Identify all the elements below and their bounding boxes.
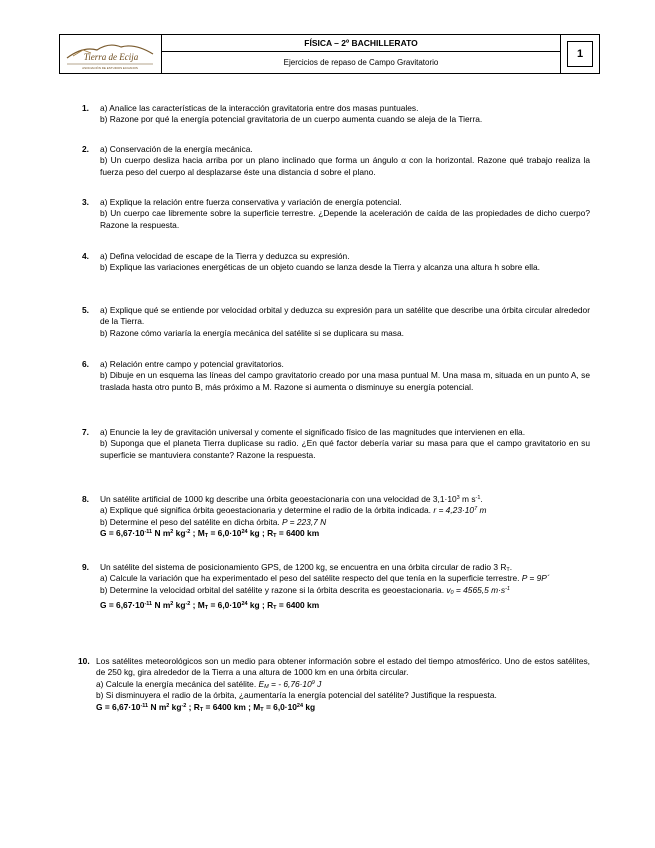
question-part-a: a) Defina velocidad de escape de la Tierra y deduzca su expresión. <box>100 251 350 261</box>
header-title-block <box>162 35 561 73</box>
logo <box>60 35 162 73</box>
question-4 <box>82 251 590 274</box>
question-part-a: a) Relación entre campo y potencial gravitatorios. <box>100 359 284 369</box>
page-header <box>59 34 600 74</box>
question-part-b: b) Explique las variaciones energéticas de un objeto cuando se lanza desde la Tierra y alcanza una altura h sobre ella. <box>100 262 540 273</box>
answer: P = 9P´ <box>521 573 550 584</box>
question-number: 8. <box>82 494 89 504</box>
answer: $v_0 = 4565,5$ $m\cdot s^{-1}$ <box>446 584 510 596</box>
question-5 <box>82 305 590 339</box>
question-part-a: a) Explique la relación entre fuerza conservativa y variación de energía potencial. <box>100 197 402 207</box>
question-number: 9. <box>82 562 89 572</box>
logo-text: Tierra de Ecija <box>83 52 139 62</box>
question-number: 7. <box>82 427 89 437</box>
constants-data: $G = 6,67\cdot 10^{-11}$ N $m^2$ $kg^{-2}$ ; $M_T = 6,0\cdot 10^{24}$ kg ; $R_T = 6400$ km <box>100 600 320 612</box>
answer: $E_M$ = - $6,76\cdot 10^9$ J <box>258 678 322 690</box>
question-number: 1. <box>82 103 89 113</box>
question-number: 4. <box>82 251 89 261</box>
question-9 <box>82 562 590 612</box>
question-part-b: b) Dibuje en un esquema las líneas del campo gravitatorio creado por una masa puntual M. Una masa m, situada en un punto A, se traslada hasta otro punto B, más próximo a M. Razone si aumenta o disminuye su energía potencial. <box>100 370 590 392</box>
question-part-b: b) Suponga que el planeta Tierra duplicase su radio. ¿En qué factor debería variar su masa para que el campo gravitatorio en su superficie se mantuviera constante? Razone la respuesta. <box>100 438 590 460</box>
question-intro: Un satélite del sistema de posicionamiento GPS, de 1200 kg, se encuentra en una órbita circular de radio 3 $R_T$. <box>100 562 513 573</box>
page-number-cell <box>561 35 599 73</box>
question-number: 10. <box>78 656 90 666</box>
question-number: 2. <box>82 144 89 154</box>
question-part-b: b) Si disminuyera el radio de la órbita, ¿aumentaría la energía potencial del satélite? Justifique la respuesta. <box>96 690 497 701</box>
question-part-a: a) Conservación de la energía mecánica. <box>100 144 253 154</box>
question-2 <box>82 144 590 178</box>
question-6 <box>82 359 590 393</box>
logo-mountain-icon <box>63 38 157 72</box>
question-part-b: b) Razone cómo variaría la energía mecánica del satélite si se duplicara su masa. <box>100 327 404 338</box>
question-10 <box>78 656 590 713</box>
question-part-a: a) Calcule la energía mecánica del satélite. $E_M$ = - $6,76\cdot 10^9$ J <box>96 678 322 690</box>
answer: P = 223,7 N <box>282 516 327 527</box>
question-intro: Los satélites meteorológicos son un medio para obtener información sobre el estado del tiempo atmosférico. Uno de estos satélites, de 250 kg, gira alrededor de la Tierra a una altura de 1000 km en una órbita circular. <box>96 656 590 678</box>
question-number: 5. <box>82 305 89 315</box>
question-part-b: b) Un cuerpo cae libremente sobre la superficie terrestre. ¿Depende la aceleración de caída de las propiedades de dicho cuerpo? Razone la respuesta. <box>100 208 590 230</box>
answer: $r = 4,23\cdot 10^7$ m <box>433 505 487 516</box>
question-part-b: b) Razone por qué la energía potencial gravitatoria de un cuerpo aumenta cuando se aleja de la Tierra. <box>100 114 483 125</box>
question-part-a: a) Calcule la variación que ha experimentado el peso del satélite respecto del que tenía en la superficie terrestre. P = 9P´ <box>100 573 550 584</box>
question-part-a: a) Enuncie la ley de gravitación universal y comente el significado físico de las magnitudes que intervienen en ella. <box>100 427 526 437</box>
subject-label: FÍSICA – 2º BACHILLERATO <box>162 35 560 52</box>
question-7 <box>82 427 590 461</box>
question-part-a: a) Analice las características de la interacción gravitatoria entre dos masas puntuales. <box>100 103 419 113</box>
constants-data: $G = 6,67\cdot 10^{-11}$ N $m^2$ $kg^{-2}$ ; $R_T = 6400$ km ; $M_T = 6,0\cdot 10^{24}$ kg <box>96 701 316 713</box>
question-part-b: b) Determine el peso del satélite en dicha órbita. P = 223,7 N <box>100 516 327 527</box>
question-number: 6. <box>82 359 89 369</box>
question-part-a: a) Explique qué se entiende por velocidad orbital y deduzca su expresión para un satélite que describe una órbita circular alrededor de la Tierra. <box>100 305 590 327</box>
question-3 <box>82 197 590 231</box>
question-number: 3. <box>82 197 89 207</box>
question-part-a: a) Explique qué significa órbita geoestacionaria y determine el radio de la órbita indicada. $r = 4,23\cdot 10^7$ m <box>100 505 487 516</box>
question-8 <box>82 494 590 540</box>
document-title: Ejercicios de repaso de Campo Gravitatorio <box>283 58 439 67</box>
question-1 <box>82 103 590 126</box>
logo-subtitle: ASOCIACIÓN DE ESTUDIOS ECIJANOS <box>82 66 138 70</box>
constants-data: $G = 6,67\cdot 10^{-11}$ N $m^2$ $kg^{-2}$ ; $M_T = 6,0\cdot 10^{24}$ kg ; $R_T = 6400$ km <box>100 528 320 540</box>
page-number: 1 <box>567 41 593 67</box>
question-part-b: b) Un cuerpo desliza hacia arriba por un plano inclinado que forma un ángulo α con la horizontal. Razone qué trabajo realiza la fuerza peso del cuerpo al desplazarse éste una distancia d sobre el plano. <box>100 155 590 177</box>
question-intro: Un satélite artificial de 1000 kg describe una órbita geoestacionaria con una velocidad de $3,1\cdot 10^3$ m $s^{-1}$. <box>100 494 483 504</box>
question-part-b: b) Determine la velocidad orbital del satélite y razone si la órbita descrita es geoestacionaria. $v_0 = 4565,5$ $m\cdot s^{-1}$ <box>100 584 510 596</box>
